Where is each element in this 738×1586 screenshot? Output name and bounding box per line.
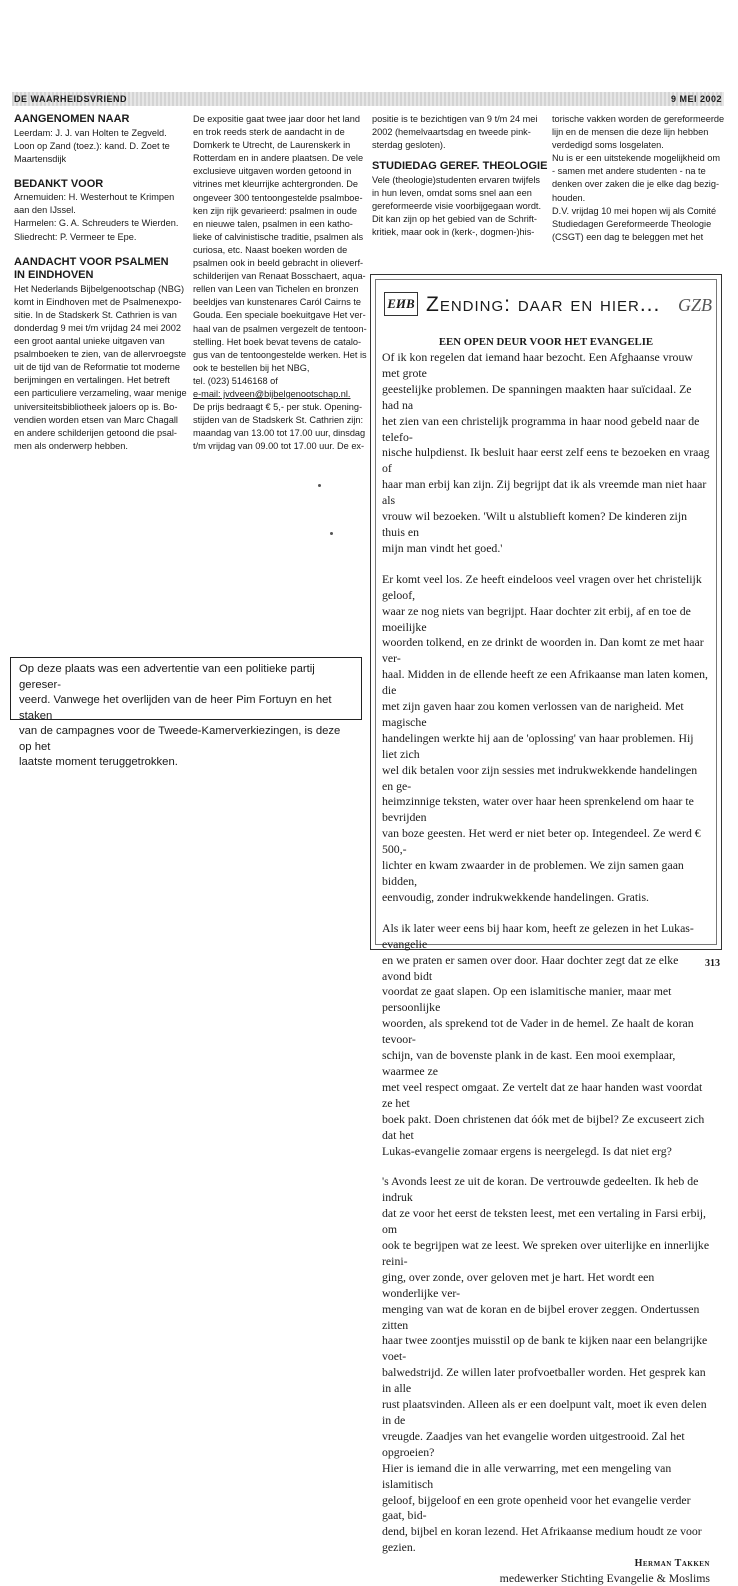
- column-1: [14, 113, 194, 453]
- text-line: voordat ze gaat slapen. Op een islamitische manier, maar met persoonlijke: [382, 984, 672, 1015]
- column-3: [372, 113, 552, 239]
- text-line: woorden, als sprekend tot de Vader in de hemel. Ze haalt de koran tevoor-: [382, 1016, 694, 1047]
- text-line: komt in Eindhoven met de Psalmenexpo-: [14, 296, 182, 307]
- text-line: (CSGT) een dag te beleggen met het: [552, 231, 704, 242]
- gzb-logo-icon: GZB: [678, 295, 713, 315]
- page-number: 313: [705, 958, 720, 969]
- text-line: Maartensdijk: [14, 153, 67, 164]
- text-line: Lukas-evangelie zomaar ergens is neergelegd. Is dat niet erg?: [382, 1143, 672, 1158]
- text-line: psalmen ook in beeld gebracht in olieverf-: [193, 258, 364, 269]
- text-line: woorden tolkend, en ze drinkt de woorden in. Dan komt ze met haar ver-: [382, 635, 704, 666]
- text-line: stelling. Het boek bevat tevens de catalo-: [193, 336, 362, 347]
- text-line: een groot aantal unieke uitgaven van: [14, 336, 165, 347]
- advertisement-notice: [10, 657, 362, 768]
- text-line: en trok reeds sterk de aandacht in de: [193, 127, 345, 138]
- text-line: van boze geesten. Het werd er niet beter op. Integendeel. Ze werd € 500,-: [382, 826, 701, 857]
- text-line: gus van de tentoongestelde werken. Het is: [193, 349, 367, 360]
- text-line: Nu is er een uitstekende mogelijkheid om: [552, 153, 721, 164]
- text-line: nische hulpdienst. Ik besluit haar eerst zelf eens te bezoeken en vraag of: [382, 445, 710, 476]
- stray-dot: [330, 532, 333, 535]
- text-line: menging van wat de koran en de bijbel erover zeggen. Ondertussen zitten: [382, 1301, 700, 1332]
- text-line: een particuliere verzameling, waar menige: [14, 388, 187, 399]
- text-line: exclusieve uitgaven worden getoond in: [193, 166, 352, 177]
- text-line: lijn en de mensen die deze lijn hebben: [552, 127, 709, 138]
- text-line: handelingen werkte hij aan de 'oplossing' van haar problemen. Hij liet zich: [382, 730, 694, 761]
- text-line: psalmboeken te zien, van de allervroegste: [14, 349, 187, 360]
- text-line: vreugde. Zaadjes van het evangelie worden uitgestrooid. Zal het opgroeien?: [382, 1428, 685, 1459]
- text-line: ongeveer 300 tentoongestelde psalmboe-: [193, 192, 363, 203]
- text-line: Leerdam: J. J. van Holten te Zegveld.: [14, 127, 167, 138]
- text-line: ging, over zonde, over geloven met je hart. Het wordt een wonderlijke ver-: [382, 1269, 655, 1300]
- text-line: uit de tijd van de Reformatie tot moderne: [14, 362, 180, 373]
- notice-line: laatste moment teruggetrokken.: [19, 756, 178, 768]
- text-line: Als ik later weer eens bij haar kom, heeft ze gelezen in het Lukas-evangelie: [382, 920, 694, 951]
- text-line: verdedigd soms losgelaten.: [552, 140, 664, 151]
- text-line: haal. Midden in de ellende heeft ze een Afrikaanse man laten komen, die: [382, 667, 708, 698]
- text-line: vrouw wil bezoeken. 'Wilt u alstublieft komen? De kinderen zijn thuis en: [382, 509, 688, 539]
- column-2: [193, 113, 369, 453]
- notice-line: veerd. Vanwege het overlijden van de heer Pim Fortuyn en het staken: [19, 694, 332, 722]
- text-line: Gouda. Een speciale boekuitgave Het ver-: [193, 310, 366, 321]
- text-line: ken zijn rijk gevarieerd: psalmen in oude: [193, 205, 357, 216]
- section-title-aangenomen: AANGENOMEN NAAR: [14, 113, 130, 125]
- zending-title: Zending: daar en hier...: [426, 293, 661, 316]
- text-line: stijden van de Stadskerk St. Cathrien zijn:: [193, 415, 364, 426]
- ezb-logo-icon: ЕИВ: [384, 292, 418, 316]
- text-line: Of ik kon regelen dat iemand haar bezocht. Een Afghaanse vrouw met grote: [382, 350, 693, 380]
- issue-date: 9 MEI 2002: [670, 94, 722, 104]
- text-line: kritiek, maar ook in (kerk-, dogmen-)his-: [372, 227, 535, 238]
- text-line: aan den IJssel.: [14, 205, 76, 216]
- text-line: sterdag gesloten).: [372, 140, 446, 151]
- text-line: en we praten er samen over door. Haar dochter zegt dat ze elke avond bidt: [382, 952, 679, 983]
- text-line: boek pakt. Doen christenen dat óók met de bijbel? Ze excuseert zich dat het: [382, 1111, 705, 1142]
- text-line: Sliedrecht: P. Vermeer te Epe.: [14, 231, 137, 242]
- text-line: curiosa, etc. Naast boeken worden de: [193, 244, 348, 255]
- text-line: Domkerk te Utrecht, de Laurenskerk in: [193, 140, 351, 151]
- text-line: 2002 (hemelvaartsdag en tweede pink-: [372, 127, 531, 138]
- text-line: Het Nederlands Bijbelgenootschap (NBG): [14, 283, 185, 294]
- text-line: denken over zaken die je elke dag bezig-: [552, 179, 720, 190]
- text-line: Arnemuiden: H. Westerhout te Krimpen: [14, 192, 175, 203]
- text-line: Harmelen: G. A. Schreuders te Wierden.: [14, 218, 179, 229]
- section-title-psalmen-2: IN EINDHOVEN: [14, 269, 94, 282]
- text-line: met veel respect omgaat. Ze vertelt dat ze haar handen wast voordat ze het: [382, 1079, 703, 1110]
- text-line: rust plaatsvinden. Alleen als er een doelpunt valt, moet ik even delen in de: [382, 1397, 707, 1427]
- text-line: Dit kan zijn op het gebied van de Schrift-: [372, 214, 537, 225]
- text-line: haal van de psalmen vergezelt de tentoon-: [193, 323, 367, 334]
- article-heading: EEN OPEN DEUR VOOR HET EVANGELIE: [438, 336, 654, 348]
- text-line: t/m vrijdag van 09.00 tot 17.00 uur. De ex-: [193, 441, 365, 452]
- text-line: dend, bijbel en koran lezend. Het Afrikaanse medium houdt ze voor gezien.: [382, 1524, 702, 1555]
- text-line: schilderijen van Renaat Bosschaert, aqua-: [193, 271, 366, 282]
- text-line: Rotterdam en in andere plaatsen. De vele: [193, 153, 364, 164]
- text-line: De prijs bedraagt € 5,- per stuk. Opening-: [193, 402, 363, 413]
- text-line: houden.: [552, 192, 586, 203]
- text-line: balwedstrijd. Ze willen later profvoetballer worden. Het gesprek kan in alle: [382, 1365, 706, 1396]
- text-line: mijn man vindt het goed.': [382, 540, 503, 555]
- text-line: eenvoudig, zonder indrukwekkende handelingen. Gratis.: [382, 889, 649, 904]
- text-line: positie is te bezichtigen van 9 t/m 24 mei: [372, 114, 538, 124]
- text-line: in hun leven, omdat soms snel aan een: [372, 187, 532, 198]
- text-line: dat ze voor het eerst de teksten leest, met een vertaling in Farsi erbij, om: [382, 1206, 706, 1237]
- text-line: wel dik betalen voor zijn sessies met indrukwekkende handelingen en ge-: [382, 762, 698, 793]
- text-line: maandag van 13.00 tot 17.00 uur, dinsdag: [193, 428, 366, 439]
- author-name: Herman Takken: [634, 1558, 710, 1570]
- column-4: [552, 113, 728, 244]
- text-line: haar man erbij kan zijn. Zij begrijpt dat ik als vreemde man niet haar als: [382, 477, 707, 508]
- text-line: universiteitsbibliotheek jaloers op is. Bo-: [14, 401, 178, 412]
- text-line: tel. (023) 5146168 of: [193, 375, 278, 386]
- text-line: vendien worden etsen van Marc Chagall: [14, 414, 178, 425]
- text-line: geloof, bijgeloof en een grote openheid voor het evangelie verder gaat, bid-: [382, 1492, 691, 1523]
- text-line: heimzinnige teksten, water over haar heen sprenkelend om haar te bevrijden: [382, 794, 694, 825]
- section-title-studiedag: STUDIEDAG GEREF. THEOLOGIE: [372, 160, 548, 173]
- notice-line: van de campagnes voor de Tweede-Kamerverkiezingen, is deze op het: [19, 725, 341, 753]
- email-link[interactable]: e-mail: jvdveen@bijbelgenootschap.nl.: [193, 388, 351, 399]
- text-line: schijn, van de bovenste plank in de kast. Een mooi exemplaar, waarmee ze: [382, 1048, 676, 1078]
- text-line: Er komt veel los. Ze heeft eindeloos veel vragen over het christelijk geloof,: [382, 571, 702, 602]
- text-line: rellen van Leen van Tichelen en bronzen: [193, 284, 359, 295]
- zending-title-row: [384, 292, 713, 322]
- notice-line: Op deze plaats was een advertentie van een politieke partij gereser-: [19, 663, 315, 691]
- text-line: lichter en kwam zwaarder in de problemen. We zijn samen gaan bidden,: [382, 858, 684, 888]
- text-line: - samen met andere studenten - na te: [552, 166, 706, 177]
- text-line: met zijn gaven haar zou komen verlossen van de narigheid. Met magische: [382, 699, 684, 729]
- text-line: berijmingen en vertalingen. Het betreft: [14, 375, 170, 386]
- text-line: en andere schilderijen getoond die psal-: [14, 427, 177, 438]
- section-title-bedankt: BEDANKT VOOR: [14, 177, 104, 190]
- text-line: Hier is iemand die in alle verwarring, met een mengeling van islamitisch: [382, 1460, 672, 1491]
- article-body: [382, 350, 710, 1586]
- text-line: haar twee zoontjes muisstil op de bank te kijken naar een belangrijke voet-: [382, 1333, 708, 1364]
- section-title-psalmen-1: AANDACHT VOOR PSALMEN: [14, 255, 169, 268]
- text-line: donderdag 9 mei t/m vrijdag 24 mei 2002: [14, 322, 182, 333]
- magazine-name: DE WAARHEIDSVRIEND: [14, 94, 128, 104]
- text-line: Loon op Zand (toez.): kand. D. Zoet te: [14, 140, 170, 151]
- text-line: vitrines met kleurrijke achtergronden. De: [193, 179, 358, 190]
- text-line: 's Avonds leest ze uit de koran. De vertrouwde gedeelten. Ik heb de indruk: [382, 1174, 699, 1205]
- text-line: gereformeerde visie voorbijgegaan wordt.: [372, 200, 542, 211]
- text-line: beeldjes van kunstenares Caról Cairns te: [193, 297, 362, 308]
- stray-dot: [318, 484, 321, 487]
- text-line: Studiedagen Gereformeerde Theologie: [552, 218, 712, 229]
- author-role: medewerker Stichting Evangelie & Moslims: [499, 1571, 710, 1586]
- text-line: De expositie gaat twee jaar door het land: [193, 114, 361, 124]
- text-line: lieke of calvinistische traditie, psalmen als: [193, 231, 364, 242]
- text-line: en nieuwe talen, psalmen in een katho-: [193, 218, 353, 229]
- text-line: ook te begrijpen wat ze leest. We spreken over uiterlijke en innerlijke reini-: [382, 1238, 710, 1268]
- text-line: torische vakken worden de gereformeerde: [552, 114, 725, 124]
- text-line: Vele (theologie)studenten ervaren twijfels: [372, 174, 541, 185]
- text-line: geestelijke problemen. De spanningen maakten haar suïcidaal. Ze had na: [382, 381, 692, 412]
- text-line: men als onderwerp hebben.: [14, 440, 128, 451]
- text-line: sitie. In de Stadskerk St. Cathrien is van: [14, 309, 177, 320]
- text-line: waar ze nog niets van begrijpt. Haar dochter zit erbij, af en toe de moeilijke: [382, 603, 691, 634]
- text-line: het zien van een christelijk programma in haar nood gebeld naar de telefo-: [382, 413, 700, 444]
- text-line: D.V. vrijdag 10 mei hopen wij als Comité: [552, 205, 717, 216]
- text-line: ook te bestellen bij het NBG,: [193, 362, 310, 373]
